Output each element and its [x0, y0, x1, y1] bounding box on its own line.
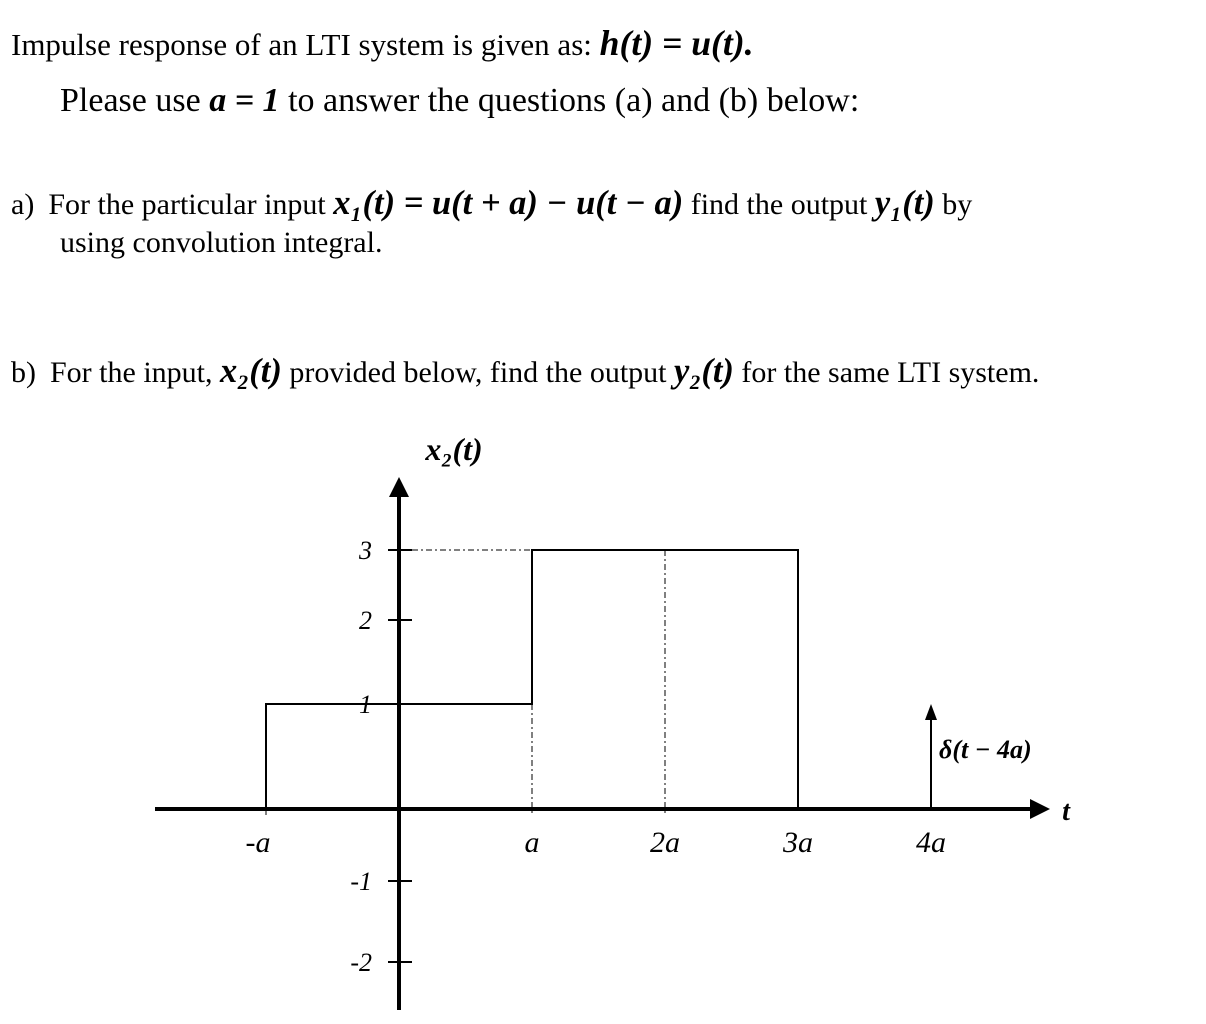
impulse-arrowhead	[925, 704, 937, 720]
intro-formula: h(t) = u(t).	[599, 23, 754, 63]
y-tick-label: 3	[359, 536, 372, 565]
intro-text: Impulse response of an LTI system is given as:	[11, 27, 600, 62]
x-tick-label: 4a	[916, 826, 946, 859]
x-tick-label: -a	[245, 826, 271, 859]
part-a-formula1: x₁(t) = u(t + a) − u(t − a)	[333, 184, 684, 222]
instruction-formula: a = 1	[209, 82, 280, 119]
x-tick-label: 3a	[783, 826, 813, 859]
part-b-text3: for the same LTI system.	[733, 356, 1040, 389]
x-axis-label: t	[1062, 796, 1070, 827]
part-a-text3: by	[934, 188, 973, 221]
part-a-text1: For the particular input	[48, 188, 334, 221]
part-a-formula2: y₁(t)	[874, 184, 935, 222]
y-tick-label: 1	[359, 690, 372, 719]
instruction-before: Please use	[60, 82, 210, 119]
x-tick-label: 2a	[650, 826, 680, 859]
chart-title: x₂(t)	[425, 431, 483, 467]
part-a-label: a)	[11, 188, 35, 221]
part-b-text1: For the input,	[50, 356, 220, 389]
y-tick-label: -1	[350, 867, 372, 896]
part-b-text2: provided below, find the output	[281, 356, 674, 389]
y-tick-label: 2	[359, 606, 372, 635]
part-a-line2: using convolution integral.	[60, 226, 383, 259]
part-b-label: b)	[11, 356, 36, 389]
x-tick-label: a	[524, 826, 540, 859]
part-b-formula2: y₂(t)	[674, 352, 734, 390]
instruction-after: to answer the questions (a) and (b) below:	[279, 82, 860, 119]
y-tick-label: -2	[350, 948, 372, 977]
x-axis-arrowhead	[1030, 799, 1050, 819]
part-b-formula1: x₂(t)	[220, 352, 282, 390]
y-axis-arrowhead	[389, 477, 409, 497]
impulse-label: δ(t − 4a)	[939, 735, 1032, 764]
part-a-text2: find the output	[683, 188, 875, 221]
